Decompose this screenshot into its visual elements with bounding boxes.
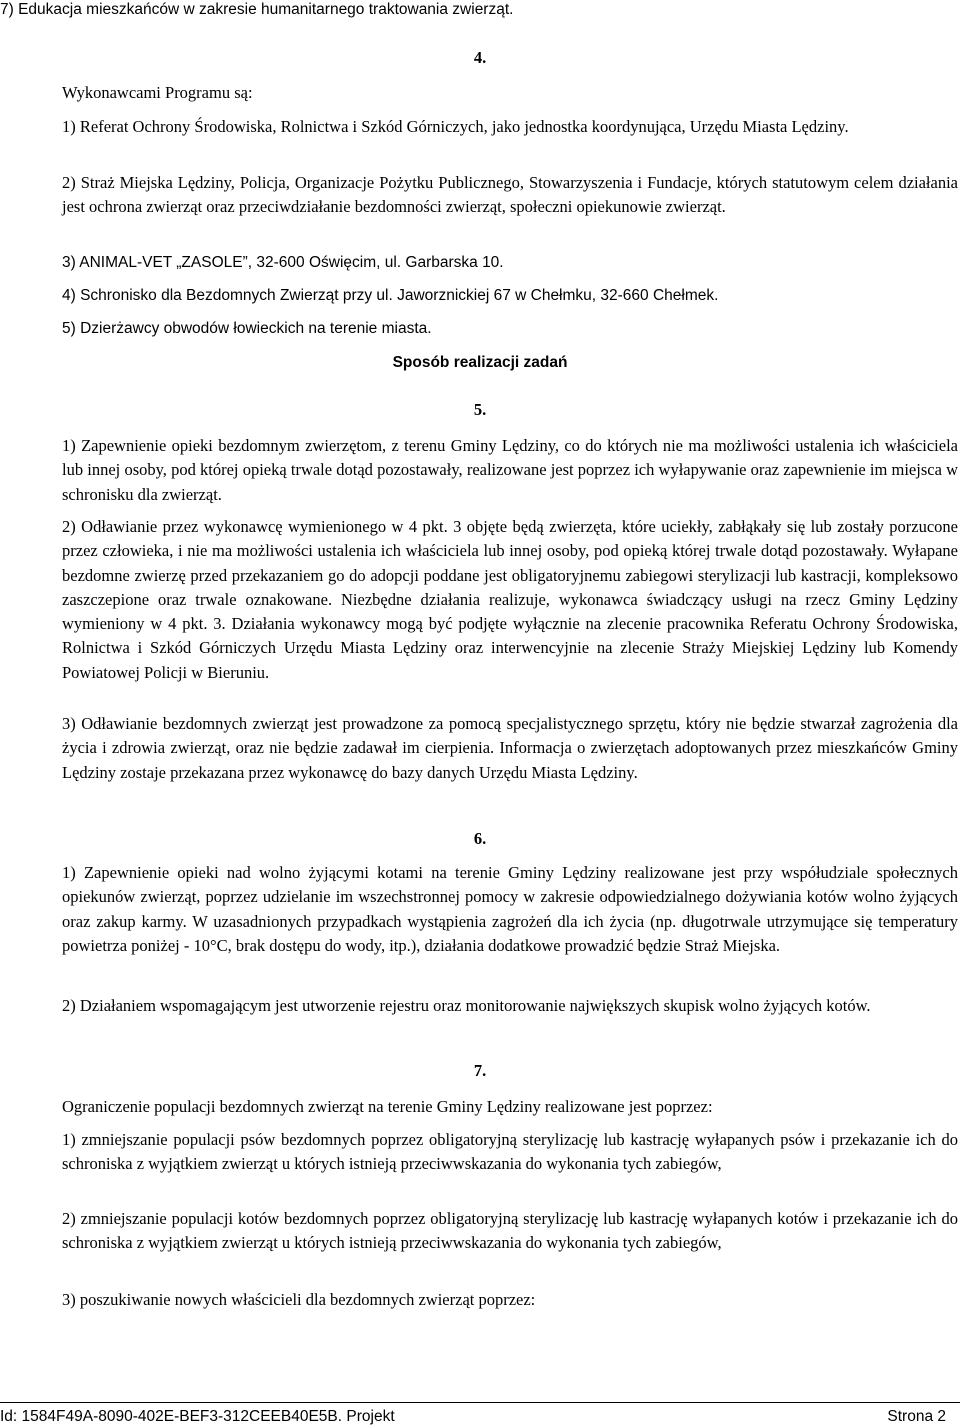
paragraph-number-5: 5. xyxy=(473,400,487,419)
section5-item-2: 2) Odławianie przez wykonawcę wymienionego w 4 pkt. 3 objęte będą zwierzęta, które uciekły, zabłąkały się lub zostały porzucone przez człowieka, i nie ma możliwości ustalenia ich właściciela lub innej osoby, pod opieką której trwale dotąd pozostawały. Wyłapane bezdomne zwierzę przed przekazaniem go do adopcji poddane jest obligatoryjnemu zabiegowi sterylizacji lub kastracji, kompleksowo zaszczepione oraz trwale oznakowane. Niezbędne działania realizuje, wykonawca świadczący usługi na rzecz Gminy Lędziny wymieniony w 4 pkt. 3. Działania wykonawcy mogą być podjęte wyłącznie na zlecenie pracownika Referatu Ochrony Środowiska, Rolnictwa i Szkód Górniczych Urzędu Miasta Lędziny oraz interwencyjnie na zlecenie Straży Miejskiej Lędziny lub Komendy Powiatowej Policji w Bieruniu. xyxy=(62,517,958,682)
section5-item-1: 1) Zapewnienie opieki bezdomnym zwierzętom, z terenu Gminy Lędziny, co do których nie ma możliwości ustalenia ich właściciela lub innej osoby, pod której opieką trwale dotąd pozostawały, realizowane jest poprzez ich wyłapywanie oraz zapewnienie im miejsca w schronisku dla zwierząt. xyxy=(62,436,958,504)
executors-heading: Wykonawcami Programu są: xyxy=(62,83,253,102)
executor-item-4: 4) Schronisko dla Bezdomnych Zwierząt przy ul. Jaworznickiej 67 w Chełmku, 32-660 Chełmek. xyxy=(62,287,719,304)
executor-item-5: 5) Dzierżawcy obwodów łowieckich na terenie miasta. xyxy=(62,320,432,337)
paragraph-number-7: 7. xyxy=(473,1061,487,1080)
section5-item-3: 3) Odławianie bezdomnych zwierząt jest prowadzone za pomocą specjalistycznego sprzętu, który nie będzie stwarzał zagrożenia dla życia i zdrowia zwierząt, oraz nie będzie zadawał im cierpienia. Informacja o zwierzętach adoptowanych przez mieszkańców Gminy Lędziny zostaje przekazana przez wykonawcę do bazy danych Urzędu Miasta Lędziny. xyxy=(62,714,958,782)
section6-item-1: 1) Zapewnienie opieki nad wolno żyjącymi kotami na terenie Gminy Lędziny realizowane jest przy współudziale społecznych opiekunów zwierząt, poprzez udzielanie im wszechstronnej pomocy w zakresie odpowiedzialnego dożywiania kotów wolno żyjących oraz zakup karmy. W uzasadnionych przypadkach wystąpienia zagrożeń dla ich życia (np. długotrwale utrzymujące się temperatury powietrza poniżej - 10°C, brak dostępu do wody, itp.), działania dodatkowe prowadzić będzie Straż Miejska. xyxy=(62,863,958,955)
executor-item-1: 1) Referat Ochrony Środowiska, Rolnictwa i Szkód Górniczych, jako jednostka koordynująca, Urzędu Miasta Lędziny. xyxy=(62,117,849,136)
footer-document-id: Id: 1584F49A-8090-402E-BEF3-312CEEB40E5B. Projekt xyxy=(0,1408,395,1425)
list-item-7: 7) Edukacja mieszkańców w zakresie humanitarnego traktowania zwierząt. xyxy=(0,1,514,18)
section7-item-3: 3) poszukiwanie nowych właścicieli dla bezdomnych zwierząt poprzez: xyxy=(62,1290,536,1309)
paragraph-number-4: 4. xyxy=(473,48,487,67)
section7-item-1: 1) zmniejszanie populacji psów bezdomnych poprzez obligatoryjną sterylizację lub kastrację wyłapanych psów i przekazanie ich do schroniska z wyjątkiem zwierząt u których istnieją przeciwwskazania do wykonania tych zabiegów, xyxy=(62,1130,958,1174)
executor-item-2: 2) Straż Miejska Lędziny, Policja, Organizacje Pożytku Publicznego, Stowarzyszenia i Fundacje, których statutowym celem działania jest ochrona zwierząt oraz przeciwdziałanie bezdomności zwierząt, społeczni opiekunowie zwierząt. xyxy=(62,173,958,217)
paragraph-number-6: 6. xyxy=(473,829,487,848)
footer-page-number: Strona 2 xyxy=(887,1408,946,1425)
footer-divider xyxy=(0,1402,960,1403)
section7-intro: Ograniczenie populacji bezdomnych zwierząt na terenie Gminy Lędziny realizowane jest poprzez: xyxy=(62,1097,713,1116)
section7-item-2: 2) zmniejszanie populacji kotów bezdomnych poprzez obligatoryjną sterylizację lub kastrację wyłapanych kotów i przekazanie ich do schroniska z wyjątkiem zwierząt u których istnieją przeciwwskazania do wykonania tych zabiegów, xyxy=(62,1209,958,1253)
section6-item-2: 2) Działaniem wspomagającym jest utworzenie rejestru oraz monitorowanie największych skupisk wolno żyjących kotów. xyxy=(62,996,871,1015)
executor-item-3: 3) ANIMAL-VET „ZASOLE”, 32-600 Oświęcim, ul. Garbarska 10. xyxy=(62,254,504,271)
section-title: Sposób realizacji zadań xyxy=(392,354,568,371)
